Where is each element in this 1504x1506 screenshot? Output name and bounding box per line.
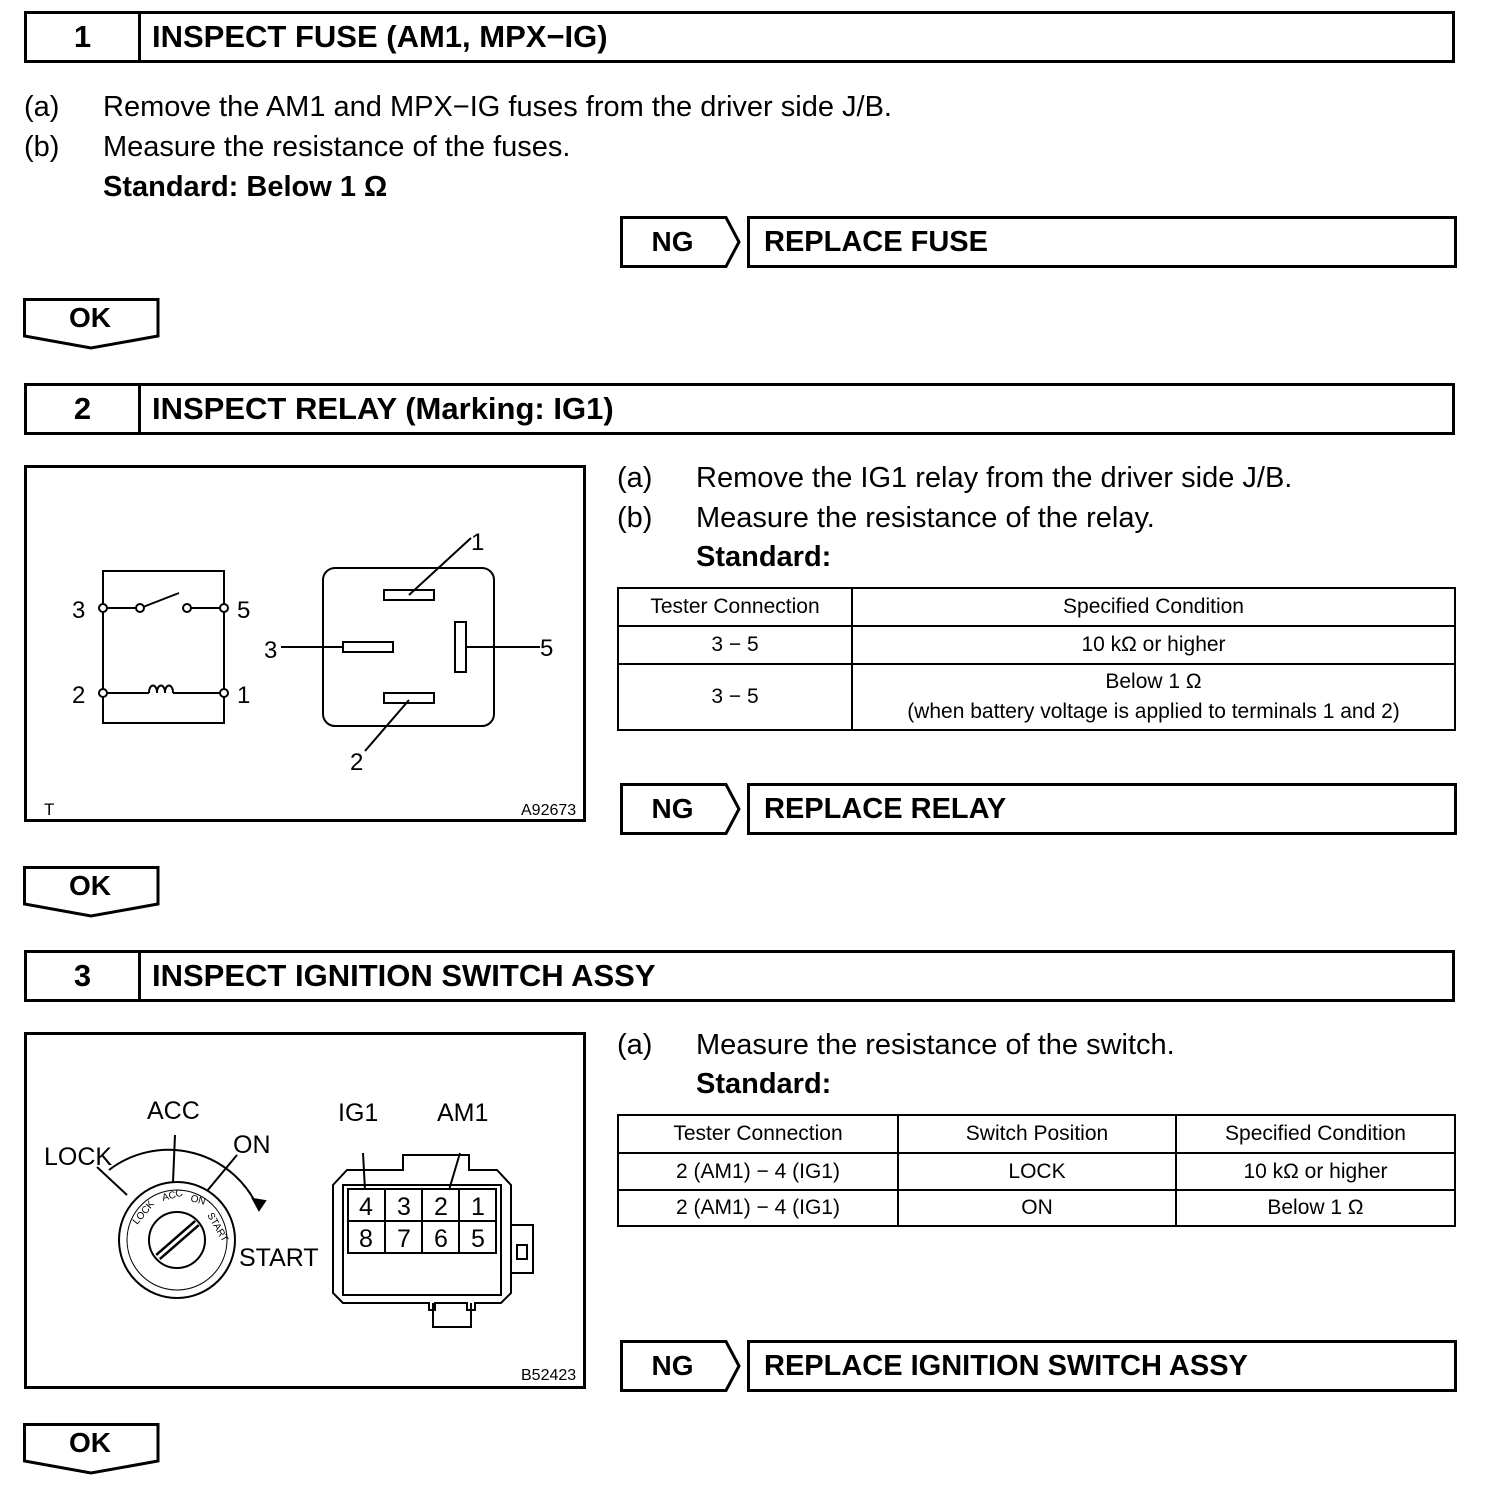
standard-text: Standard: [696, 541, 832, 573]
table-cell: 10 kΩ or higher [1176, 1153, 1455, 1190]
cell-line: Below 1 Ω [1105, 670, 1202, 693]
pin-number: 8 [359, 1225, 373, 1253]
standard-text: Standard: Below 1 Ω [103, 171, 388, 203]
step-title: INSPECT RELAY (Marking: IG1) [152, 391, 614, 426]
dial-mark: ACC [160, 1187, 185, 1204]
terminal-label: 1 [237, 682, 251, 709]
ng-label: NG [651, 1350, 694, 1381]
pin-number: 7 [397, 1225, 411, 1253]
position-label: LOCK [44, 1143, 113, 1171]
step-2-header [24, 383, 1455, 435]
ok-label: OK [69, 302, 111, 333]
table-cell: LOCK [898, 1153, 1176, 1190]
item-label: (b) [24, 131, 60, 163]
column-header: Specified Condition [1176, 1115, 1455, 1153]
item-text: Measure the resistance of the fuses. [103, 131, 571, 163]
ok-label: OK [69, 870, 111, 901]
table-cell: ON [898, 1190, 1176, 1226]
ok-branch [23, 1423, 161, 1477]
step-3-header [24, 950, 1455, 1002]
step-title: INSPECT FUSE (AM1, MPX−IG) [152, 19, 608, 54]
connector-label: AM1 [437, 1099, 489, 1127]
dial-mark: LOCK [130, 1198, 157, 1227]
ng-branch [620, 1340, 1457, 1392]
step-number: 1 [27, 14, 141, 60]
relay-figure [24, 465, 586, 822]
pin-number: 3 [397, 1193, 411, 1221]
step-number: 3 [27, 953, 141, 999]
item-text: Measure the resistance of the switch. [696, 1029, 1175, 1061]
figure-id: A92673 [521, 802, 577, 819]
pin-number: 2 [434, 1193, 448, 1221]
step-number: 2 [27, 386, 141, 432]
relay-spec-table [617, 587, 1456, 731]
table-cell: 3 − 5 [618, 626, 852, 664]
ok-branch [23, 298, 161, 352]
item-text: Remove the AM1 and MPX−IG fuses from the driver side J/B. [103, 91, 892, 123]
ok-branch [23, 866, 161, 920]
ignition-switch-figure [24, 1032, 586, 1389]
table-row [618, 664, 1455, 730]
standard-text: Standard: [696, 1068, 832, 1100]
terminal-label: 5 [237, 597, 251, 624]
ng-action: REPLACE IGNITION SWITCH ASSY [747, 1340, 1457, 1392]
column-header: Specified Condition [852, 588, 1455, 626]
figure-id: B52423 [521, 1367, 577, 1384]
step-title: INSPECT IGNITION SWITCH ASSY [152, 958, 656, 993]
relay-diagram [27, 468, 583, 819]
item-text: Measure the resistance of the relay. [696, 502, 1155, 534]
ng-branch [620, 783, 1457, 835]
table-cell: 2 (AM1) − 4 (IG1) [618, 1153, 898, 1190]
corner-mark: T [44, 800, 55, 819]
terminal-label: 3 [264, 637, 278, 664]
ng-label: NG [651, 226, 694, 257]
position-label: ON [233, 1131, 271, 1159]
item-label: (a) [24, 91, 60, 123]
ng-action: REPLACE FUSE [747, 216, 1457, 268]
terminal-label: 2 [72, 682, 86, 709]
table-header-row [618, 1115, 1455, 1153]
column-header: Switch Position [898, 1115, 1176, 1153]
terminal-label: 5 [540, 635, 554, 662]
ok-label: OK [69, 1427, 111, 1458]
item-label: (a) [617, 1029, 653, 1061]
terminal-label: 1 [471, 529, 485, 556]
pin-number: 6 [434, 1225, 448, 1253]
item-label: (a) [617, 462, 653, 494]
cell-note: (when battery voltage is applied to terminals 1 and 2) [907, 700, 1400, 723]
table-cell: 2 (AM1) − 4 (IG1) [618, 1190, 898, 1226]
dial-mark: ON [189, 1193, 207, 1208]
ng-branch [620, 216, 1457, 268]
table-row [618, 1190, 1455, 1226]
table-cell: 3 − 5 [618, 664, 852, 730]
ignition-switch-diagram [27, 1035, 583, 1386]
ng-label: NG [651, 793, 694, 824]
connector-label: IG1 [338, 1099, 379, 1127]
table-row [618, 1153, 1455, 1190]
terminal-label: 2 [350, 749, 364, 776]
column-header: Tester Connection [618, 1115, 898, 1153]
item-text: Remove the IG1 relay from the driver side J/B. [696, 462, 1293, 494]
table-cell: Below 1 Ω [1176, 1190, 1455, 1226]
terminal-label: 3 [72, 597, 86, 624]
position-label: START [239, 1244, 319, 1272]
table-cell: 10 kΩ or higher [852, 626, 1455, 664]
ng-action: REPLACE RELAY [747, 783, 1457, 835]
table-row [618, 626, 1455, 664]
dial-mark: START [204, 1211, 230, 1245]
table-cell-multiline [852, 664, 1455, 730]
pin-number: 4 [359, 1193, 373, 1221]
step-1-header [24, 11, 1455, 63]
pin-number: 1 [471, 1193, 485, 1221]
table-header-row [618, 588, 1455, 626]
ignition-spec-table [617, 1114, 1456, 1227]
column-header: Tester Connection [618, 588, 852, 626]
item-label: (b) [617, 502, 653, 534]
pin-number: 5 [471, 1225, 485, 1253]
position-label: ACC [147, 1097, 200, 1125]
